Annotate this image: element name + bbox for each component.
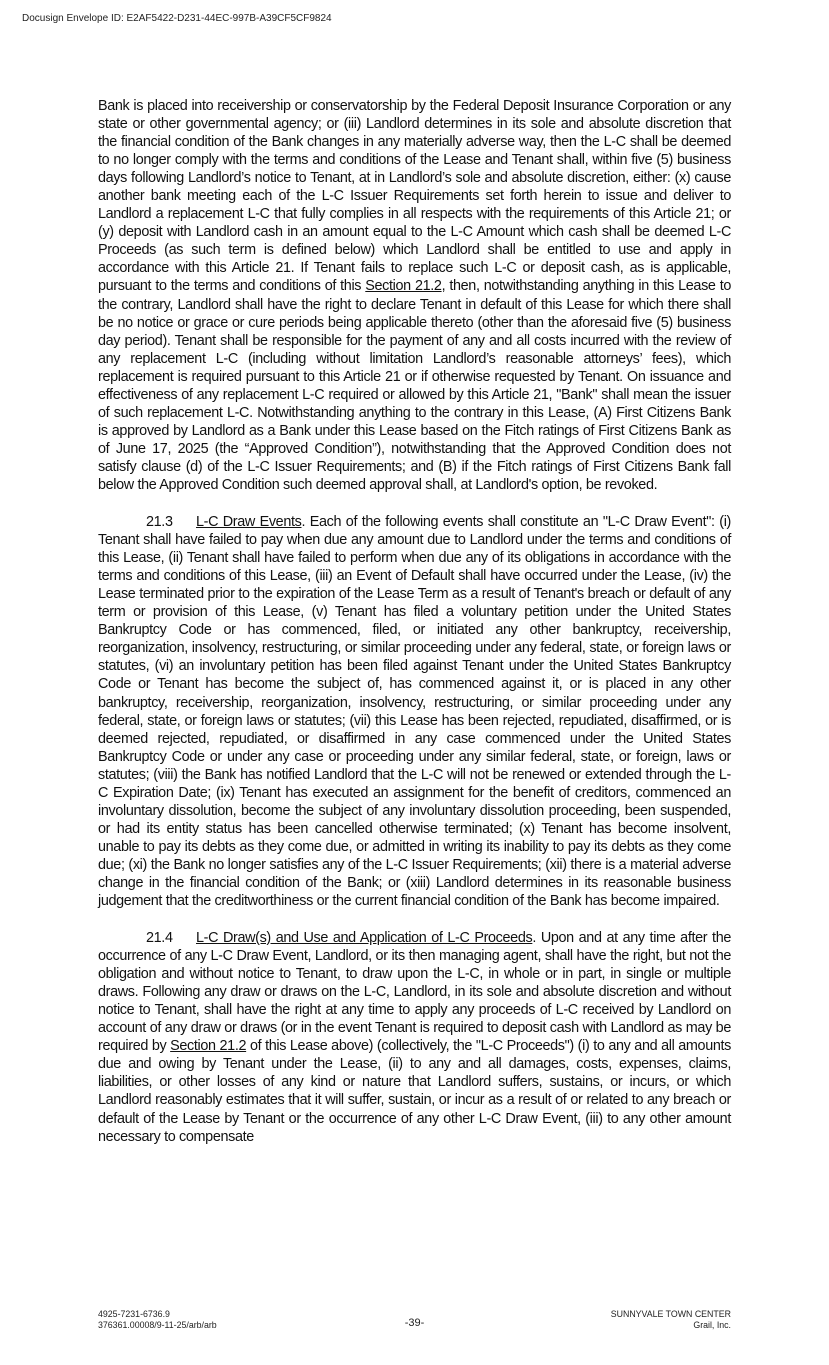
page-number: -39- bbox=[404, 1317, 425, 1329]
section-text: of this Lease above) (collectively, the "L-C Proceeds") (i) to any and all amounts due and owing by Tenant under the Lease, (ii) to any and all damages, costs, expenses, claims, liabilities, or other losses of any kind or nature that Landlord suffers, sustains, or incurs, or which Landlord reasonably estimates that it will suffer, sustain, or incur as a result of or related to any breach or default of the Lease by Tenant or the occurrence of any other L-C Draw Event, (iii) to any other amount necessary to compensate bbox=[98, 1038, 732, 1145]
para-text: , then, notwithstanding anything in this Lease to the contrary, Landlord shall have the right to declare Tenant in default of this Lease for which there shall be no notice or grace or cure periods being applicable thereto (other than the aforesaid five (5) business day period). Tenant shall be responsible for the payment of any and all costs incurred with the review of any replacement L-C (including without limitation Landlord’s reasonable attorneys’ fees), which replacement is required pursuant to this Article 21 or if otherwise requested by Tenant. On issuance and effectiveness of any replacement L-C required or allowed by this Article 21, "Bank" shall mean the issuer of such replacement L-C. Notwithstanding anything to the contrary in this Lease, (A) First Citizens Bank is approved by Landlord as a Bank under this Lease based on the Fitch ratings of First Citizens Bank as of June 17, 2025 (the “Approved Condition”), notwithstanding that the Approved Condition does not satisfy clause (d) of the L-C Issuer Requirements; and (B) if the Fitch ratings of First Citizens Bank fall below the Approved Condition such deemed approval shall, at Landlord's option, be revoked. bbox=[98, 278, 732, 493]
property-name: SUNNYVALE TOWN CENTER bbox=[610, 1309, 731, 1319]
document-body bbox=[98, 97, 731, 1165]
para-text: Bank is placed into receivership or conservatorship by the Federal Deposit Insurance Corporation or any state or other governmental agency; or (iii) Landlord determines in its sole and absolute discretion that the financial condition of the Bank changes in any materially adverse way, then the L-C shall be deemed to no longer comply with the terms and conditions of the Lease and Tenant shall, within five (5) business days following Landlord’s notice to Tenant, at in Landlord’s sole and absolute discretion, either: (x) cause another bank meeting each of the L-C Issuer Requirements set forth herein to issue and deliver to Landlord a replacement L-C that fully complies in all respects with the requirements of this Article 21; or (y) deposit with Landlord cash in an amount equal to the L-C Amount which cash shall be deemed L-C Proceeds (as such term is defined below) which Landlord shall be entitled to use and apply in accordance with this Article 21. If Tenant fails to replace such L-C or deposit cash, as is applicable, pursuant to the terms and conditions of this bbox=[98, 98, 731, 295]
paragraph-continued bbox=[98, 97, 731, 494]
doc-number: 4925-7231-6736.9 bbox=[98, 1309, 170, 1319]
section-21-3 bbox=[98, 513, 731, 910]
section-heading: L-C Draw(s) and Use and Application of L-C Proceeds bbox=[196, 930, 533, 947]
envelope-id: Docusign Envelope ID: E2AF5422-D231-44EC-997B-A39CF5CF9824 bbox=[22, 13, 332, 24]
section-number: 21.3 bbox=[146, 514, 173, 531]
section-reference-link: Section 21.2 bbox=[365, 278, 442, 295]
footer-right bbox=[611, 1309, 731, 1331]
section-number: 21.4 bbox=[146, 930, 173, 947]
section-text: . Upon and at any time after the occurrence of any L-C Draw Event, Landlord, or its then managing agent, shall have the right, but not the obligation and without notice to Tenant, to draw upon the L-C, in whole or in part, in single or multiple draws. Following any draw or draws on the L-C, Landlord, in its sole and absolute discretion and without notice to Tenant, shall have the right at any time to apply any proceeds of L-C received by Landlord on account of any draw or draws (or in the event Tenant is required to deposit cash with Landlord as may be required by bbox=[98, 930, 732, 1055]
section-text: . Each of the following events shall constitute an "L-C Draw Event": (i) Tenant shall have failed to pay when due any amount due to Landlord under the terms and conditions of this Lease, (ii) Tenant shall have failed to perform when due any of its obligations in accordance with the terms and conditions of this Lease, (iii) an Event of Default shall have occurred under the Lease, (iv) the Lease terminated prior to the expiration of the Lease Term as a result of Tenant's breach or default of any term or provision of this Lease, (v) Tenant has filed a voluntary petition under the United States Bankruptcy Code or has commenced, filed, or initiated any other bankruptcy, receivership, reorganization, insolvency, restructuring, or similar proceeding under any federal, state, or foreign laws or statutes, (vi) an involuntary petition has been filed against Tenant under the United States Bankruptcy Code or Tenant has become the subject of, has commenced against it, or is placed in any other bankruptcy, receivership, reorganization, insolvency, restructuring, or similar proceeding under any federal, state, or foreign laws or statutes; (vii) this Lease has been rejected, repudiated, disaffirmed, or is deemed rejected, repudiated, or disaffirmed in any case commenced under the United States Bankruptcy Code or under any case or proceeding under any similar federal, state, or foreign, laws or statutes; (viii) the Bank has notified Landlord that the L-C will not be renewed or extended through the L-C Expiration Date; (ix) Tenant has executed an assignment for the benefit of creditors, commenced an involuntary dissolution, become the subject of any involuntary dissolution proceeding, been suspended, or had its entity status has been cancelled otherwise terminated; (x) Tenant has become insolvent, unable to pay its debts as they come due, or admitted in writing its inability to pay its debts as they come due; (xi) the Bank no longer satisfies any of the L-C Issuer Requirements; (xii) there is a material adverse change in the financial condition of the Bank; or (xiii) Landlord determines in its reasonable business judgement that the creditworthiness or the current financial condition of the Bank has become impaired. bbox=[98, 514, 731, 910]
section-reference-link: Section 21.2 bbox=[170, 1038, 247, 1055]
file-reference: 376361.00008/9-11-25/arb/arb bbox=[98, 1320, 217, 1330]
section-21-4 bbox=[98, 929, 731, 1146]
tenant-name: Grail, Inc. bbox=[693, 1320, 731, 1330]
section-heading: L-C Draw Events bbox=[196, 514, 302, 531]
